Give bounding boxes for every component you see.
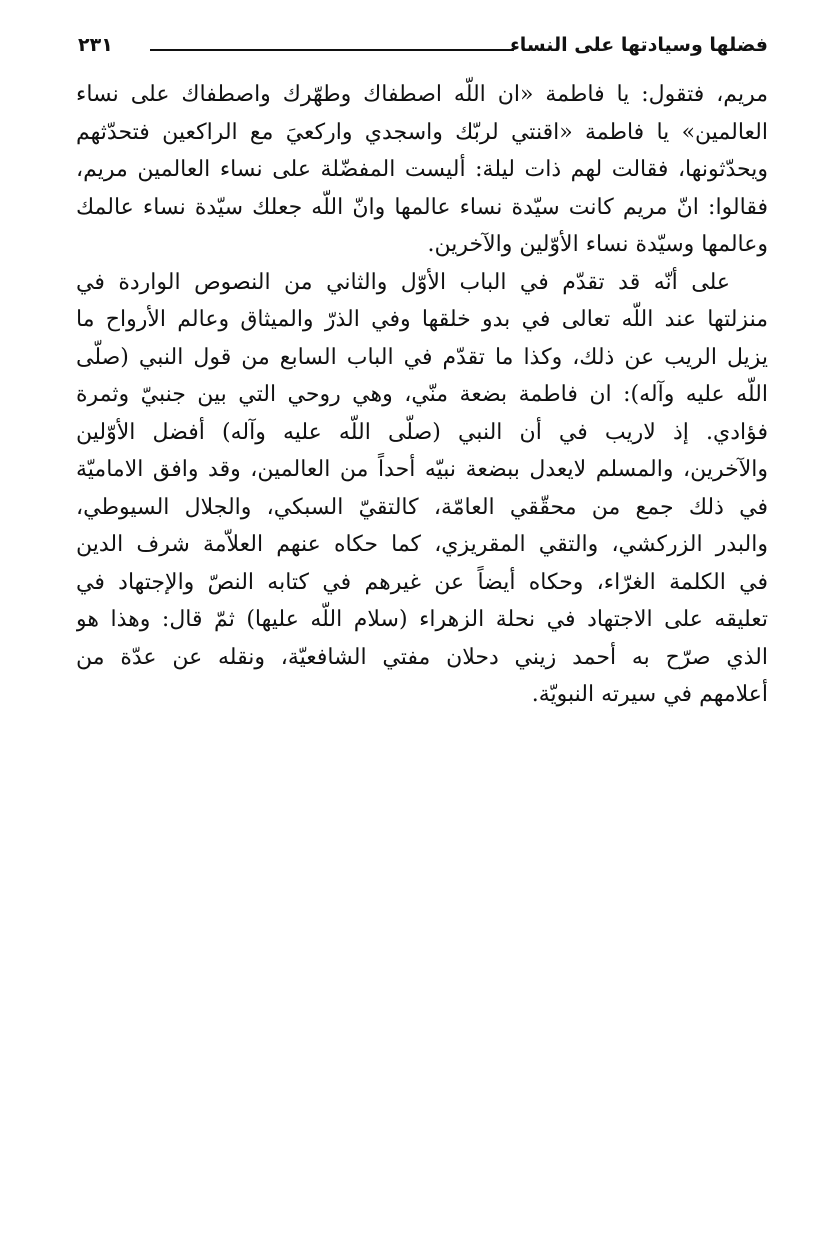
text-line: منزلتها عند اللّه تعالى في بدو خلقها وفي الذرّ والميثاق وعالم الأرواح ما xyxy=(76,307,768,332)
header-rule xyxy=(150,49,514,51)
text-line: تعليقه على الاجتهاد في نحلة الزهراء (سلام اللّه عليها) ثمّ قال: وهذا هو xyxy=(76,607,768,632)
header-title: فضلها وسيادتها على النساء xyxy=(510,34,768,56)
text-line: اللّه عليه وآله): ان فاطمة بضعة منّي، وهي روحي التي بين جنبيّ وثمرة xyxy=(76,382,768,407)
text-line: وعالمها وسيّدة نساء الأوّلين والآخرين. xyxy=(427,232,768,257)
text-line: الذي صرّح به أحمد زيني دحلان مفتي الشافعيّة، ونقله عن عدّة من xyxy=(76,644,768,670)
text-line: على أنّه قد تقدّم في الباب الأوّل والثاني من النصوص الواردة في xyxy=(76,269,730,295)
text-line: والآخرين، والمسلم لايعدل ببضعة نبيّه أحداً من العالمين، وقد وافق الاماميّة xyxy=(76,457,768,482)
text-line: والبدر الزركشي، والتقي المقريزي، كما حكاه عنهم العلاّمة شرف الدين xyxy=(76,532,768,557)
text-line: في الكلمة الغرّاء، وحكاه أيضاً عن غيرهم في كتابه النصّ والإجتهاد في xyxy=(76,569,768,595)
running-header xyxy=(78,28,768,64)
text-line: أعلامهم في سيرته النبويّة. xyxy=(531,682,768,707)
text-line: فقالوا: انّ مريم كانت سيّدة نساء عالمها وانّ اللّه جعلك سيّدة نساء عالمك xyxy=(76,194,768,220)
text-line: فؤادي. إذ لاريب في أن النبي (صلّى اللّه عليه وآله) أفضل الأوّلين xyxy=(76,419,768,445)
text-line: في ذلك جمع من محقّقي العامّة، كالتقيّ السبكي، والجلال السيوطي، xyxy=(76,494,768,520)
text-line: العالمين» يا فاطمة «اقنتي لربّك واسجدي واركعيَ مع الراكعين فتحدّثهم xyxy=(76,119,768,145)
page-number: ٢٣١ xyxy=(78,34,113,56)
text-line: مريم، فتقول: يا فاطمة «ان اللّه اصطفاك وطهّرك واصطفاك على نساء xyxy=(76,82,768,107)
text-line: ويحدّثونها، فقالت لهم ذات ليلة: أليست المفضّلة على نساء العالمين مريم، xyxy=(76,157,768,182)
text-line: يزيل الريب عن ذلك، وكذا ما تقدّم في الباب السابع من قول النبي (صلّى xyxy=(76,344,768,370)
body-text xyxy=(76,76,768,714)
